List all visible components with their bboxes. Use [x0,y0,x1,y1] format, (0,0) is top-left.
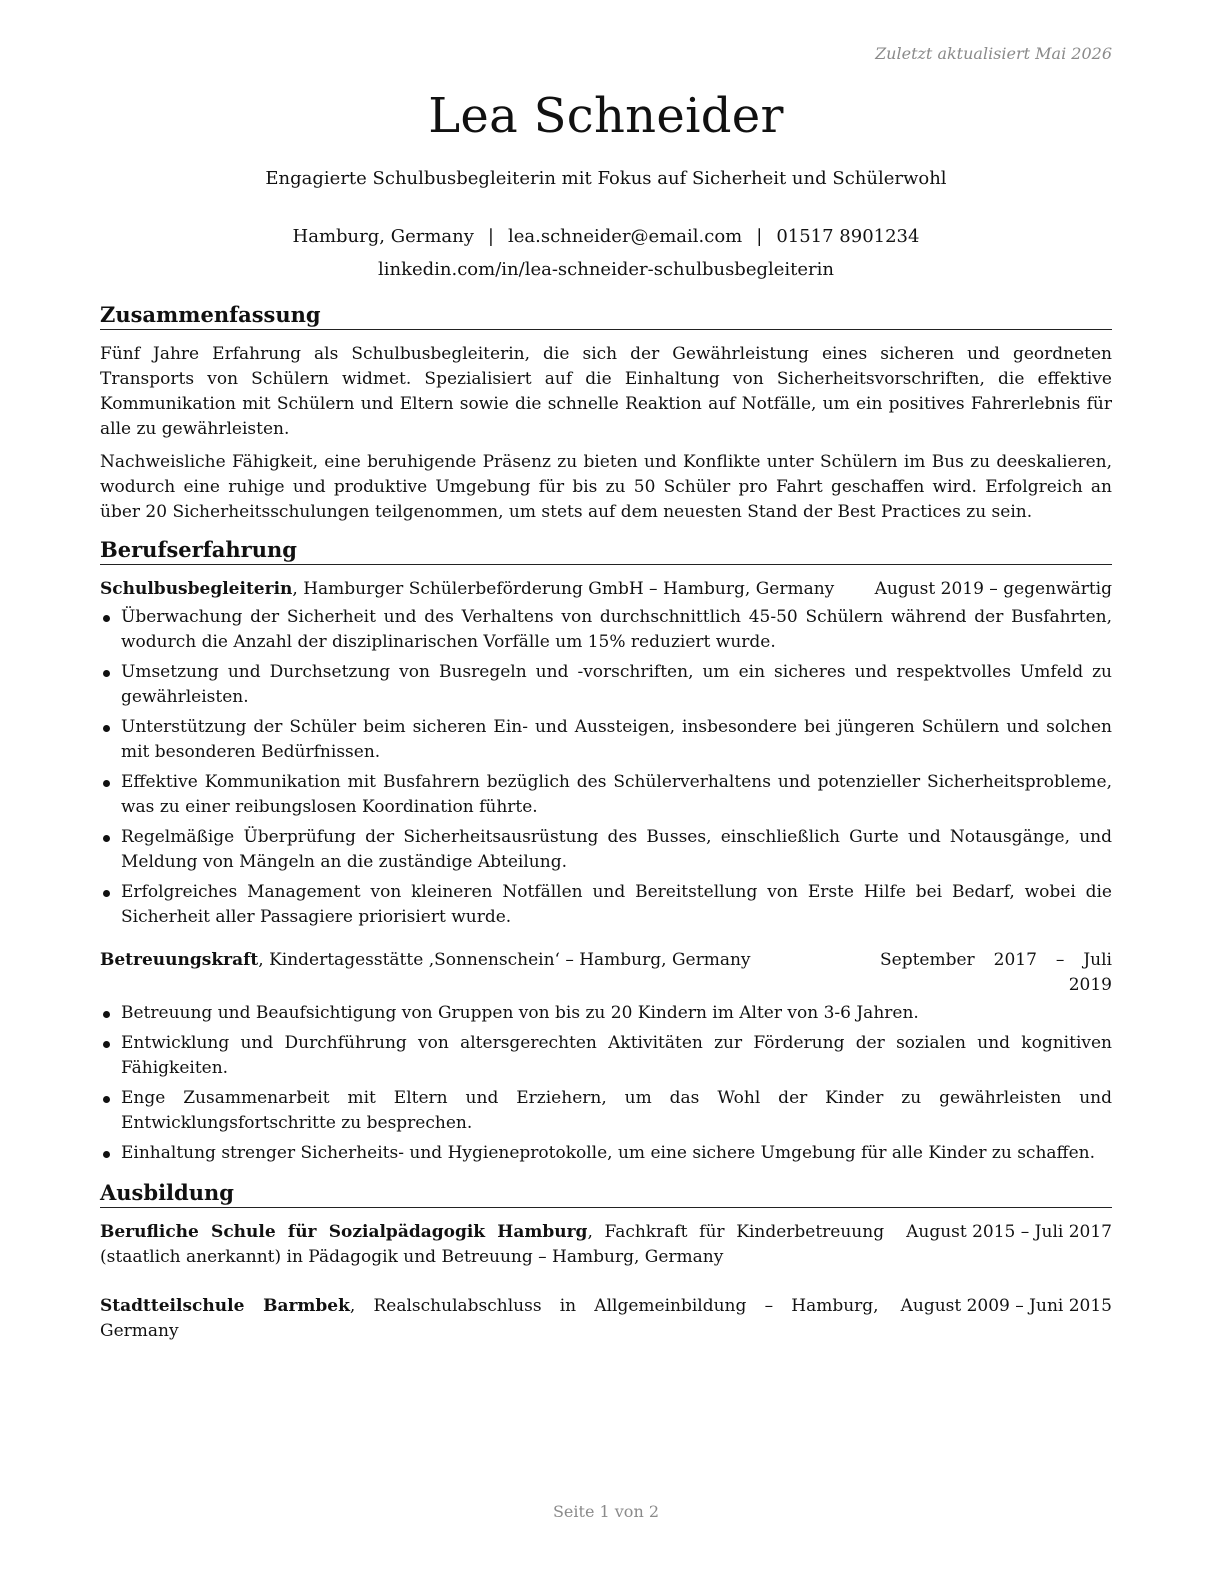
list-item [100,1001,1112,1026]
job-employer: , Kindertagesstätte ‚Sonnenschein‘ – Hamburg, Germany [258,950,751,970]
bullet-icon [103,1011,110,1018]
resume-content [100,302,1112,1368]
list-item [100,1086,1112,1136]
bullet-text: Regelmäßige Überprüfung der Sicherheitsausrüstung des Busses, einschließlich Gurte und Notausgänge, und Meldung von Mängeln an die zuständige Abteilung. [121,827,1112,872]
bullet-icon [103,890,110,897]
contact-linkedin[interactable]: linkedin.com/in/lea-schneider-schulbusbegleiterin [377,259,835,280]
bullet-icon [103,835,110,842]
education-school: Berufliche Schule für Sozialpädagogik Hamburg [100,1222,588,1242]
job-title-line [100,577,875,602]
candidate-name: Lea Schneider [428,88,784,144]
bullet-text: Einhaltung strenger Sicherheits- und Hygieneprotokolle, um eine sichere Umgebung für alle Kinder zu schaffen. [121,1143,1096,1163]
section-title-summary: Zusammenfassung [100,302,1112,330]
job-header [100,577,1112,602]
job-dates: August 2019 – gegenwärtig [874,579,1112,599]
bullet-icon [103,780,110,787]
list-item [100,880,1112,930]
contact-phone: 01517 8901234 [776,226,920,247]
job-dates: September 2017 – Juli 2019 [880,950,1112,995]
bullet-icon [103,1151,110,1158]
bullet-icon [103,670,110,677]
education-entry [100,1220,1112,1270]
bullet-text: Umsetzung und Durchsetzung von Busregeln und -vorschriften, um ein sicheres und respektvolles Umfeld zu gewährleisten. [121,662,1112,707]
section-title-education: Ausbildung [100,1180,1112,1208]
list-item [100,605,1112,655]
page-number: Seite 1 von 2 [552,1502,660,1521]
summary-paragraph: Nachweisliche Fähigkeit, eine beruhigende Präsenz zu bieten und Konflikte unter Schülern im Bus zu deeskalieren, wodurch eine ruhige und produktive Umgebung für bis zu 50 Schüler pro Fahrt geschaffen wird. Erfolgreich an über 20 Sicherheitsschulungen teilgenommen, um stets auf dem neuesten Stand der Best Practices zu sein. [100,452,1112,522]
job-header [100,948,1112,998]
education-entry [100,1294,1112,1344]
list-item [100,660,1112,710]
bullet-text: Unterstützung der Schüler beim sicheren Ein- und Aussteigen, insbesondere bei jüngeren Schülern und solchen mit besonderen Bedürfnissen. [121,717,1112,762]
contact-line [100,220,1112,253]
education-dates: August 2009 – Juni 2015 [900,1296,1112,1316]
education-school: Stadtteilschule Barmbek [100,1296,350,1316]
section-title-experience: Berufserfahrung [100,537,1112,565]
list-item [100,770,1112,820]
resume-page [100,0,1112,1584]
list-item [100,1141,1112,1166]
job-bullets [100,1001,1112,1166]
job-role: Betreuungskraft [100,950,259,970]
last-updated: Zuletzt aktualisiert Mai 2026 [875,44,1112,63]
education-details: , Fachkraft für Kinderbetreuung (staatlich anerkannt) in Pädagogik und Betreuung – Hamburg, Germany [100,1222,885,1267]
bullet-text: Betreuung und Beaufsichtigung von Gruppen von bis zu 20 Kindern im Alter von 3-6 Jahren. [121,1003,919,1023]
education-title-line [100,1220,906,1270]
contact-separator: | [487,226,494,247]
job-role: Schulbusbegleiterin [100,579,293,599]
bullet-icon [103,615,110,622]
list-item [100,825,1112,875]
bullet-icon [103,1096,110,1103]
bullet-text: Enge Zusammenarbeit mit Eltern und Erziehern, um das Wohl der Kinder zu gewährleisten und Entwicklungsfortschritte zu besprechen. [121,1088,1112,1133]
education-details: , Realschulabschluss in Allgemeinbildung – Hamburg, Germany [100,1296,879,1341]
tagline: Engagierte Schulbusbegleiterin mit Fokus auf Sicherheit und Schülerwohl [265,168,947,189]
bullet-text: Entwicklung und Durchführung von altersgerechten Aktivitäten zur Förderung der sozialen und kognitiven Fähigkeiten. [121,1033,1112,1078]
education-title-line [100,1294,901,1344]
summary-paragraph: Fünf Jahre Erfahrung als Schulbusbegleiterin, die sich der Gewährleistung eines sicheren und geordneten Transports von Schülern widmet. Spezialisiert auf die Einhaltung von Sicherheitsvorschriften, die effektive Kommunikation mit Schülern und Eltern sowie die schnelle Reaktion auf Notfälle, um ein positives Fahrerlebnis für alle zu gewährleisten. [100,344,1112,439]
job-employer: , Hamburger Schülerbeförderung GmbH – Hamburg, Germany [292,579,835,599]
job-title-line [100,948,880,998]
contact-location: Hamburg, Germany [292,226,474,247]
bullet-icon [103,725,110,732]
bullet-text: Effektive Kommunikation mit Busfahrern bezüglich des Schülerverhaltens und potenzieller Sicherheitsprobleme, was zu einer reibungslosen Koordination führte. [121,772,1112,817]
contact-separator: | [756,226,763,247]
contact-email[interactable]: lea.schneider@email.com [508,226,743,247]
bullet-icon [103,1041,110,1048]
bullet-text: Überwachung der Sicherheit und des Verhaltens von durchschnittlich 45-50 Schülern während der Busfahrten, wodurch die Anzahl der disziplinarischen Vorfälle um 15% reduziert wurde. [121,607,1112,652]
list-item [100,715,1112,765]
bullet-text: Erfolgreiches Management von kleineren Notfällen und Bereitstellung von Erste Hilfe bei Bedarf, wobei die Sicherheit aller Passagiere priorisiert wurde. [121,882,1112,927]
contact-block [100,220,1112,286]
education-dates: August 2015 – Juli 2017 [906,1222,1112,1242]
list-item [100,1031,1112,1081]
job-bullets [100,605,1112,930]
